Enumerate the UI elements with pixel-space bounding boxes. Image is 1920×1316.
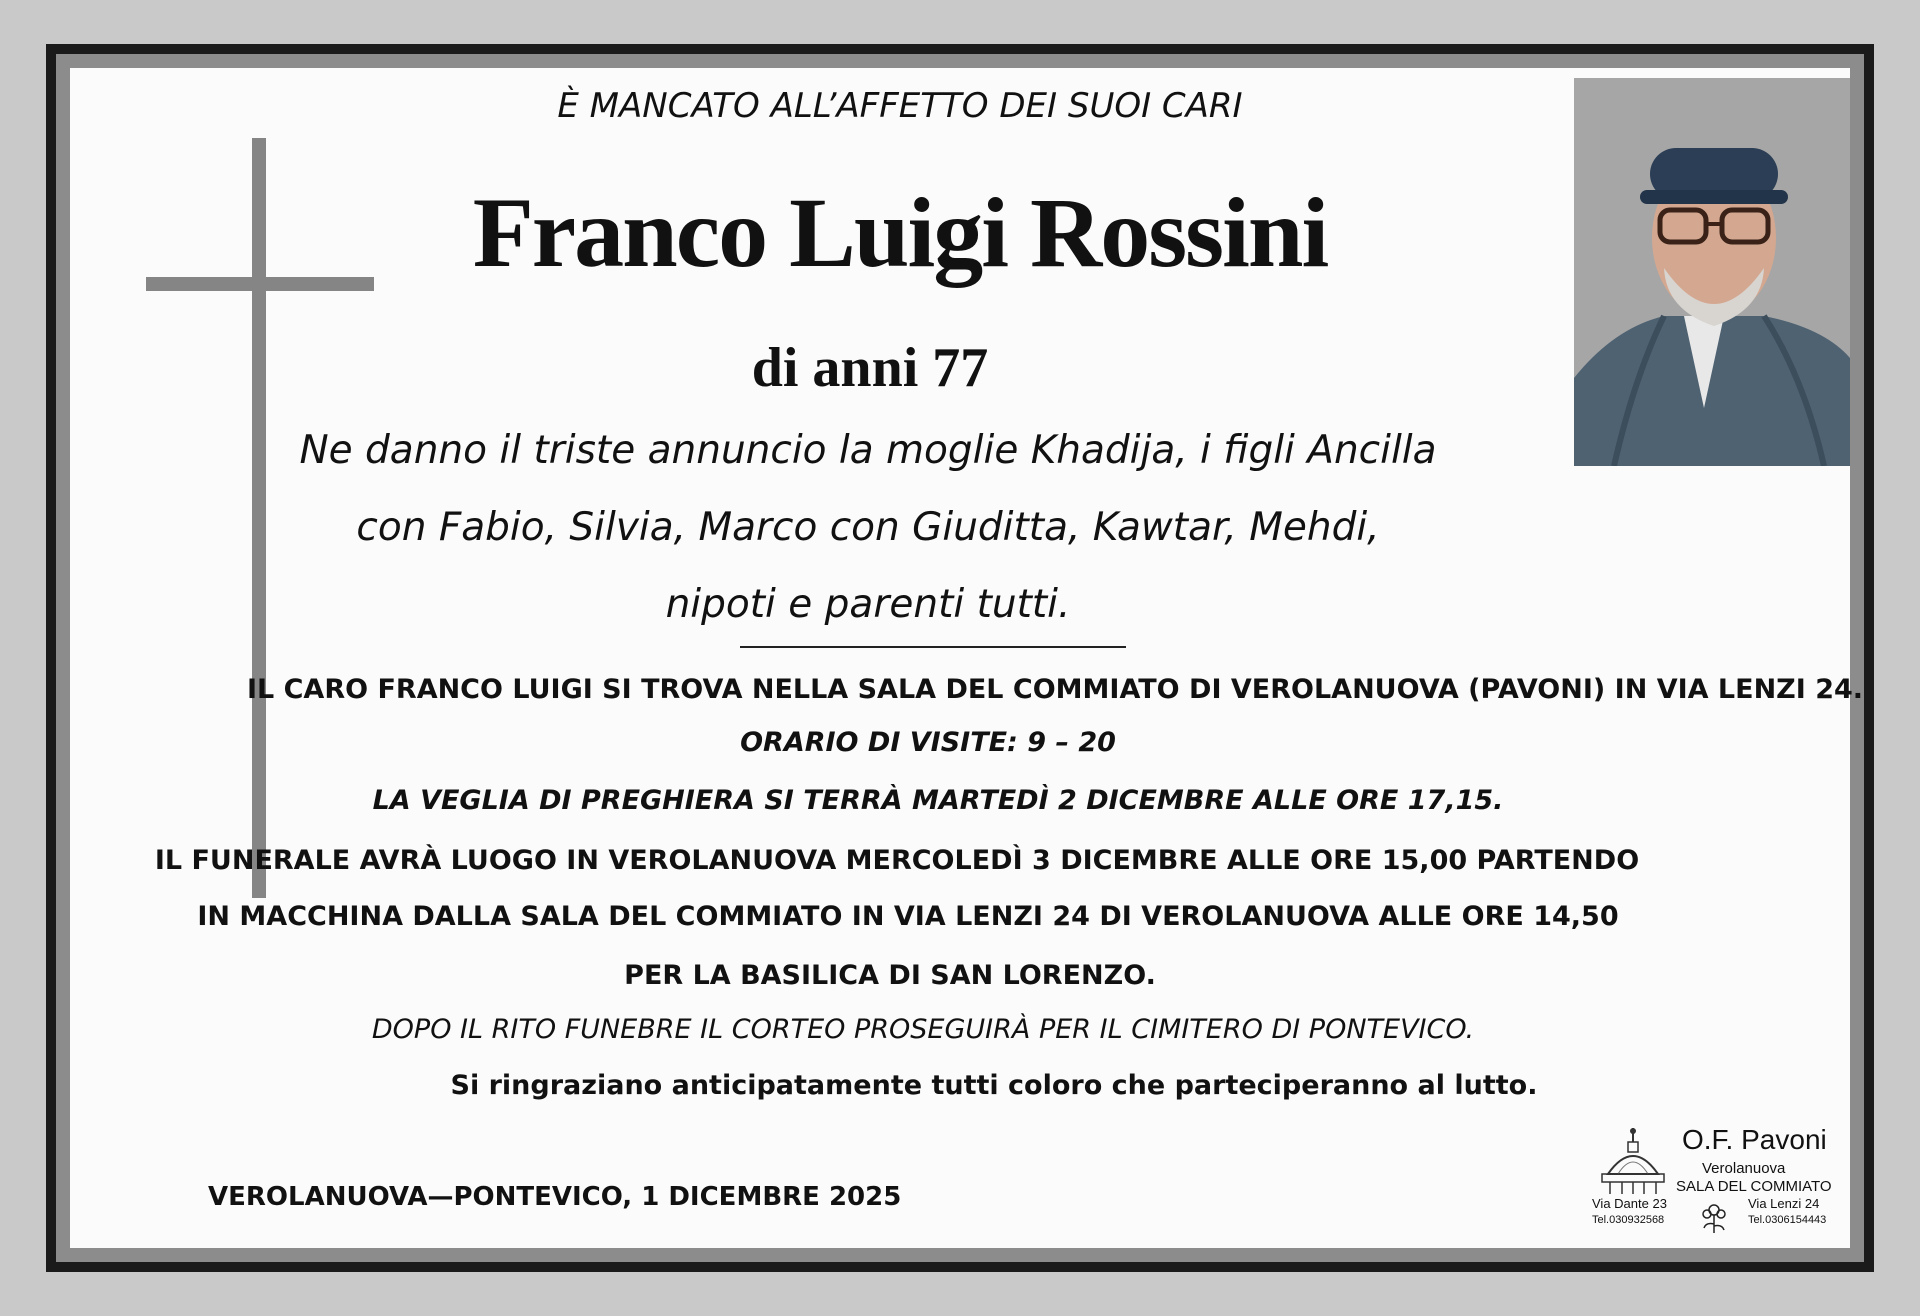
thanks-line: Si ringraziano anticipatamente tutti coloro che parteciperanno al lutto. — [450, 1070, 1538, 1101]
prayer-vigil: LA VEGLIA DI PREGHIERA SI TERRÀ MARTEDÌ 2 DICEMBRE ALLE ORE 17,15. — [372, 785, 1504, 816]
funeral-home-town: Verolanuova — [1702, 1160, 1786, 1177]
funeral-home-brand: O.F. Pavoni — [1682, 1124, 1827, 1155]
funeral-info-line: IN MACCHINA DALLA SALA DEL COMMIATO IN VIA LENZI 24 DI VEROLANUOVA ALLE ORE 14,50 — [197, 901, 1619, 932]
funeral-info-line: PER LA BASILICA DI SAN LORENZO. — [624, 960, 1156, 991]
funeral-home-address: Via Dante 23 — [1592, 1196, 1667, 1211]
visiting-hours: ORARIO DI VISITE: 9 – 20 — [740, 727, 1116, 758]
flower-icon — [1696, 1202, 1732, 1234]
announcement-line: Ne danno il triste annuncio la moglie Khadija, i figli Ancilla — [299, 428, 1437, 473]
deceased-age: di anni 77 — [751, 337, 989, 399]
funeral-home-hall: SALA DEL COMMIATO — [1676, 1178, 1832, 1195]
procession-info: DOPO IL RITO FUNEBRE IL CORTEO PROSEGUIRÀ PER IL CIMITERO DI PONTEVICO. — [371, 1014, 1475, 1045]
announcement-line: nipoti e parenti tutti. — [665, 582, 1071, 627]
funeral-info-line: IL FUNERALE AVRÀ LUOGO IN VEROLANUOVA MERCOLEDÌ 3 DICEMBRE ALLE ORE 15,00 PARTENDO — [154, 845, 1640, 876]
deceased-name: Franco Luigi Rossini — [472, 177, 1328, 288]
funeral-home-address: Via Lenzi 24 — [1748, 1196, 1820, 1211]
wake-location: IL CARO FRANCO LUIGI SI TROVA NELLA SALA DEL COMMIATO DI VEROLANUOVA (PAVONI) IN VIA LENZI 24. — [246, 674, 1864, 705]
announcement-line: con Fabio, Silvia, Marco con Giuditta, Kawtar, Mehdi, — [356, 505, 1380, 550]
notice-intro: È MANCATO ALL’AFFETTO DEI SUOI CARI — [557, 86, 1243, 126]
place-and-date: VEROLANUOVA—PONTEVICO, 1 DICEMBRE 2025 — [208, 1182, 902, 1212]
funeral-home-phone: Tel.0306154443 — [1748, 1214, 1827, 1226]
funeral-home-phone: Tel.030932568 — [1592, 1214, 1665, 1226]
divider — [740, 646, 1126, 648]
funeral-home-logo — [1592, 1124, 1836, 1234]
basilica-dome-icon — [1598, 1128, 1668, 1198]
